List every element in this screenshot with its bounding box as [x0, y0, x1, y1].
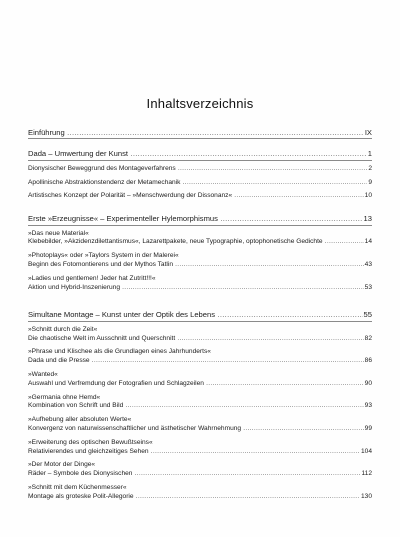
toc-entry-heading: »Ladies und gentlemen! Jeder hat Zutritt!!!«	[28, 274, 156, 282]
toc-entry-text: Artistisches Konzept der Polarität – »Menschwerdung der Dissonanz« .....	[28, 192, 372, 201]
toc-page-number: 1	[367, 149, 372, 159]
toc-entry-text: Dada und die Presse .....	[28, 357, 372, 366]
toc-page-number: 55	[363, 310, 372, 320]
toc-entry[interactable]	[28, 394, 372, 412]
toc-page-number: 82	[364, 334, 372, 342]
toc-page-number: 93	[364, 402, 372, 410]
toc-chapter-1[interactable]	[28, 149, 372, 158]
toc-entry-heading: »Photoplays« oder »Taylors System in der Malerei«	[28, 252, 179, 260]
toc-entry-heading: »Aufhebung aller absoluten Werte«	[28, 416, 132, 424]
toc-page-number: 112	[361, 470, 372, 478]
toc-entry[interactable]	[28, 252, 372, 270]
toc-entry-text: Relativierendes und gleichzeitiges Sehen .....	[28, 448, 372, 457]
toc-entry-text: Die chaotische Welt im Ausschnitt und Querschnitt .....	[28, 335, 372, 344]
toc-entry-text: Einführung .....	[28, 128, 372, 137]
toc-entry[interactable]	[28, 326, 372, 344]
toc-entry-text: Auswahl und Verfremdung der Fotografien und Schlagzeilen .....	[28, 380, 372, 389]
toc-page-number: IX	[364, 128, 372, 137]
toc-entry-heading: »Schnitt durch die Zeit«	[28, 325, 98, 333]
toc-entry-heading: »Der Motor der Dinge«	[28, 461, 96, 469]
toc-entry-heading: »Erweiterung des optischen Bewußtseins«	[28, 438, 153, 446]
toc-entry[interactable]	[28, 484, 372, 502]
toc-entry[interactable]	[28, 275, 372, 293]
toc-entry-text: Apollinische Abstraktionstendenz der Metamechanik .....	[28, 179, 372, 188]
toc-entry-text: Dionysischer Beweggrund des Montageverfahrens .....	[28, 165, 372, 174]
toc-entry-text: Kombination von Schrift und Bild .....	[28, 402, 372, 411]
toc-page-number: 2	[368, 164, 372, 172]
toc-page-number: 99	[364, 424, 372, 432]
toc-entry[interactable]	[28, 416, 372, 434]
toc-page-number: 13	[363, 214, 372, 224]
toc-page-number: 104	[360, 447, 372, 455]
toc-chapter-title: Erste »Erzeugnisse« – Experimenteller Hylemorphismus .....	[28, 214, 372, 223]
toc-entry-heading: »Das neue Material«	[28, 229, 89, 237]
toc-page-number: 130	[360, 492, 372, 500]
toc-entry[interactable]	[28, 192, 372, 201]
toc-entry[interactable]	[28, 461, 372, 479]
toc-entry-heading: »Schnitt mit dem Küchenmesser«	[28, 483, 127, 491]
toc-chapter-title: Dada – Umwertung der Kunst .....	[28, 149, 372, 158]
toc-entry-heading: »Germania ohne Hemd«	[28, 393, 101, 401]
toc-entry-heading: »Phrase und Klischee als die Grundlagen eines Jahrhunderts«	[28, 348, 211, 356]
toc-entry-text: Beginn des Fotomontierens und der Mythos Tatlin .....	[28, 261, 372, 270]
toc-entry[interactable]	[28, 230, 372, 248]
toc-entry[interactable]	[28, 165, 372, 174]
toc-page-number: 9	[368, 178, 372, 186]
toc-page-number: 10	[364, 192, 372, 200]
toc-page-number: 53	[364, 283, 372, 291]
toc-page-number: 90	[364, 379, 372, 387]
toc-entry-intro[interactable]	[28, 128, 372, 137]
page-title: Inhaltsverzeichnis	[146, 96, 254, 111]
toc-entry-text: Konvergenz von naturwissenschaftlicher und ästhetischer Wahrnehmung .....	[28, 425, 372, 434]
toc-entry-text: Klebebilder, »Akzidenzdilettantismus«, Lazarettpakete, neue Typographie, optophonetische Gedichte .....	[28, 238, 372, 247]
table-of-contents	[28, 128, 372, 502]
toc-page-number: 43	[364, 261, 372, 268]
toc-entry[interactable]	[28, 179, 372, 188]
toc-entry[interactable]	[28, 348, 372, 366]
toc-entry-text: Aktion und Hybrid-Inszenierung .....	[28, 284, 372, 293]
toc-entry-heading: »Wanted«	[28, 370, 58, 378]
toc-chapter-2[interactable]	[28, 214, 372, 223]
toc-entry[interactable]	[28, 439, 372, 457]
toc-chapter-3[interactable]	[28, 310, 372, 319]
toc-page-number: 14	[364, 238, 372, 246]
toc-page-number: 86	[364, 357, 372, 365]
toc-entry[interactable]	[28, 371, 372, 389]
toc-entry-text: Räder – Symbole des Dionysischen .....	[28, 470, 372, 479]
toc-chapter-title: Simultane Montage – Kunst unter der Optik des Lebens .....	[28, 310, 372, 319]
toc-entry-text: Montage als groteske Polit-Allegorie .....	[28, 493, 372, 502]
